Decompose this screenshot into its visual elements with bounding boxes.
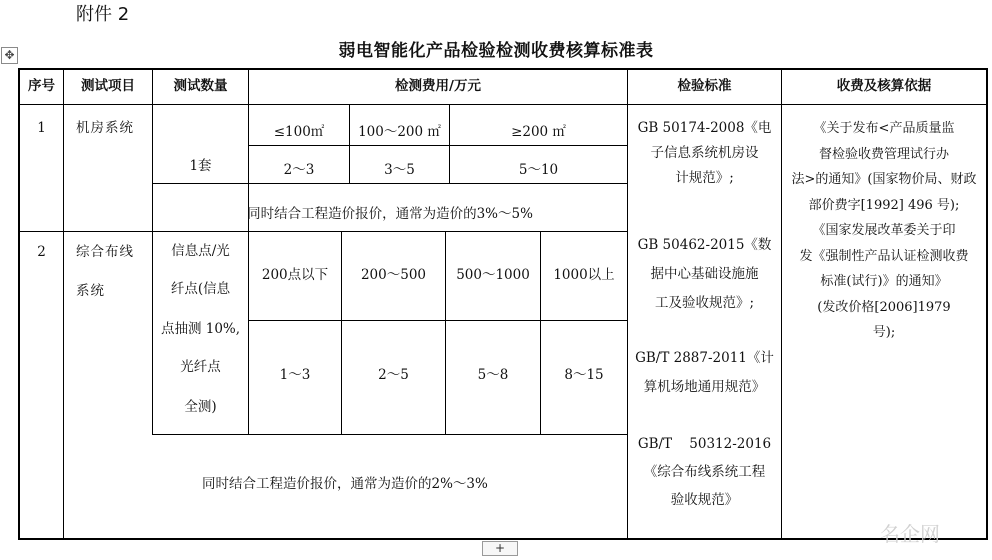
add-row-button[interactable]: + bbox=[482, 541, 518, 556]
standard-2-line: GB 50462-2015《数 bbox=[637, 237, 772, 253]
standard-4 bbox=[628, 430, 781, 514]
table-move-handle-icon[interactable]: ✥ bbox=[1, 47, 18, 64]
row1-fee-3: 5～10 bbox=[518, 162, 559, 178]
standard-2-line: 工及验收规范》; bbox=[654, 295, 755, 311]
fee-table bbox=[18, 68, 988, 540]
standard-2 bbox=[628, 231, 781, 318]
row1-note: 同时结合工程造价报价，通常为造价的3%～5% bbox=[247, 206, 533, 222]
header-standard: 检验标准 bbox=[677, 78, 732, 94]
page-title: 弱电智能化产品检验检测收费核算标准表 bbox=[338, 41, 654, 61]
row1-fee-1: 2～3 bbox=[283, 162, 315, 178]
row2-tier-4: 1000以上 bbox=[553, 267, 615, 283]
standard-1-line: 计规范》; bbox=[675, 170, 734, 186]
row2-fee-1: 1～3 bbox=[279, 367, 311, 383]
row2-fee-4: 8～15 bbox=[564, 367, 604, 383]
fee-basis bbox=[782, 116, 986, 346]
row1-fee-2: 3～5 bbox=[384, 162, 415, 178]
row1-quantity: 1套 bbox=[189, 158, 212, 174]
standard-4-line: 验收规范》 bbox=[670, 492, 739, 508]
standard-3 bbox=[628, 344, 781, 402]
row2-tier-3: 500～1000 bbox=[456, 267, 530, 283]
standard-1-line: 子信息系统机房设 bbox=[650, 145, 759, 161]
row2-fee-2: 2～5 bbox=[378, 367, 409, 383]
row2-fee-3: 5～8 bbox=[477, 367, 509, 383]
basis-line: 《国家发展改革委关于印 bbox=[812, 223, 956, 238]
standard-4-line: 《综合布线系统工程 bbox=[643, 464, 766, 480]
basis-line: 发《强制性产品认证检测收费 bbox=[799, 248, 969, 264]
standard-2-line: 据中心基础设施施 bbox=[650, 266, 759, 282]
row2-quantity-line-5: 全测) bbox=[184, 399, 217, 415]
basis-line: 部价费字[1992] 496 号); bbox=[808, 197, 960, 213]
standard-4-line: GB/T 50312-2016 bbox=[637, 436, 772, 452]
row2-index: 2 bbox=[37, 244, 46, 260]
watermark-logo: 名企网 bbox=[880, 522, 940, 546]
basis-line: 督检验收费管理试行办 bbox=[818, 146, 949, 162]
standard-1 bbox=[628, 116, 781, 191]
basis-line: 法>的通知》(国家物价局、财政 bbox=[791, 172, 977, 187]
header-quantity: 测试数量 bbox=[173, 78, 228, 94]
standard-3-line: GB/T 2887-2011《计 bbox=[635, 350, 774, 366]
header-fee: 检测费用/万元 bbox=[395, 78, 481, 94]
row2-quantity-line-2: 纤点(信息 bbox=[170, 281, 231, 297]
row2-item-line-2: 系统 bbox=[76, 283, 105, 299]
standard-1-line: GB 50174-2008《电 bbox=[637, 120, 772, 136]
row2-note: 同时结合工程造价报价，通常为造价的2%～3% bbox=[202, 476, 488, 492]
basis-line: 号); bbox=[872, 325, 896, 340]
annex-label: 附件 2 bbox=[76, 4, 130, 25]
basis-line: 标准(试行)》的通知》 bbox=[820, 274, 948, 289]
header-basis: 收费及核算依据 bbox=[836, 78, 932, 94]
row1-tier-3: ≥200 ㎡ bbox=[511, 124, 566, 140]
row2-item-line-1: 综合布线 bbox=[76, 244, 134, 260]
row1-tier-2: 100～200 ㎡ bbox=[358, 124, 441, 140]
row2-quantity-line-3: 点抽测 10%, bbox=[160, 321, 241, 337]
row1-tier-1: ≤100㎡ bbox=[273, 124, 325, 140]
header-index: 序号 bbox=[28, 78, 55, 94]
standard-3-line: 算机场地通用规范》 bbox=[643, 379, 766, 395]
row2-tier-2: 200～500 bbox=[360, 267, 427, 283]
row2-quantity-line-4: 光纤点 bbox=[180, 359, 221, 375]
basis-line: 《关于发布<产品质量监 bbox=[813, 121, 955, 136]
row2-quantity-line-1: 信息点/光 bbox=[171, 243, 230, 259]
header-item: 测试项目 bbox=[81, 78, 135, 94]
row2-tier-1: 200点以下 bbox=[261, 267, 329, 283]
row1-item: 机房系统 bbox=[76, 120, 134, 136]
row1-index: 1 bbox=[37, 120, 46, 136]
basis-line: (发改价格[2006]1979 bbox=[817, 299, 951, 315]
